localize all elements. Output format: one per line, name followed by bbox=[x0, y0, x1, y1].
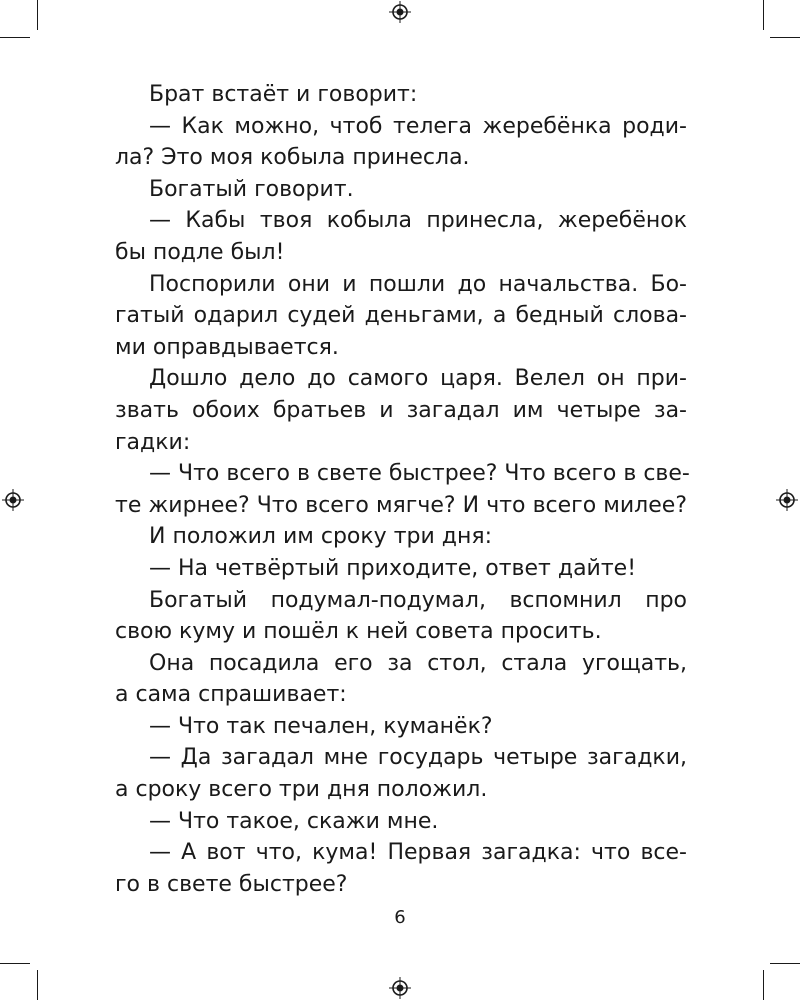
story-text bbox=[115, 79, 690, 900]
crop-mark-bottom-left-h bbox=[0, 963, 30, 964]
registration-left-icon bbox=[2, 489, 24, 511]
text-line: — Как можно, чтоб телега жеребёнка роди- bbox=[149, 113, 687, 139]
text-line: — Кабы твоя кобыла принесла, жеребёнок bbox=[149, 208, 687, 234]
crop-mark-bottom-left bbox=[37, 970, 38, 1000]
page-number: 6 bbox=[394, 907, 406, 928]
text-line: — Да загадал мне государь четыре загадки, bbox=[149, 745, 687, 771]
text-line: Брат встаёт и говорит: bbox=[149, 82, 418, 107]
text-line: — А вот что, кума! Первая загадка: что все- bbox=[149, 840, 687, 866]
crop-mark-bottom-right-h bbox=[770, 963, 800, 964]
text-line: Богатый говорит. bbox=[149, 176, 354, 202]
text-line: а сроку всего три дня положил. bbox=[115, 777, 488, 803]
crop-mark-bottom-right bbox=[763, 970, 764, 1000]
text-line: звать обоих братьев и загадал им четыре за- bbox=[115, 397, 687, 423]
text-line: те жирнее? Что всего мягче? И что всего милее? bbox=[115, 492, 687, 518]
text-line: а сама спрашивает: bbox=[115, 682, 347, 708]
text-line: ми оправдывается. bbox=[115, 334, 339, 360]
text-line: Дошло дело до самого царя. Велел он при- bbox=[149, 366, 687, 392]
registration-top-icon bbox=[389, 1, 411, 23]
text-line: бы подле был! bbox=[115, 239, 285, 265]
text-line: гадки: bbox=[115, 429, 191, 455]
text-line: свою куму и пошёл к ней совета просить. bbox=[115, 619, 602, 645]
text-line: — Что так печален, куманёк? bbox=[149, 713, 493, 739]
text-line: Поспорили они и пошли до начальства. Бо- bbox=[149, 271, 687, 297]
text-line: го в свете быстрее? bbox=[115, 871, 348, 897]
text-line: ла? Это моя кобыла принесла. bbox=[115, 145, 470, 171]
crop-mark-top-right bbox=[763, 0, 764, 30]
text-line: И положил им сроку три дня: bbox=[149, 524, 493, 550]
registration-bottom-icon bbox=[389, 977, 411, 999]
registration-right-icon bbox=[776, 489, 798, 511]
text-line: Она посадила его за стол, стала угощать, bbox=[149, 650, 687, 676]
text-line: — Что всего в свете быстрее? Что всего в све- bbox=[149, 461, 690, 487]
text-line: гатый одарил судей деньгами, а бедный слова- bbox=[115, 303, 687, 329]
crop-mark-top-right-h bbox=[770, 37, 800, 38]
text-line: — На четвёртый приходите, ответ дайте! bbox=[149, 555, 637, 581]
crop-mark-top-left-h bbox=[0, 37, 30, 38]
text-line: — Что такое, скажи мне. bbox=[149, 808, 439, 834]
text-line: Богатый подумал-подумал, вспомнил про bbox=[149, 587, 687, 613]
crop-mark-top-left bbox=[37, 0, 38, 30]
